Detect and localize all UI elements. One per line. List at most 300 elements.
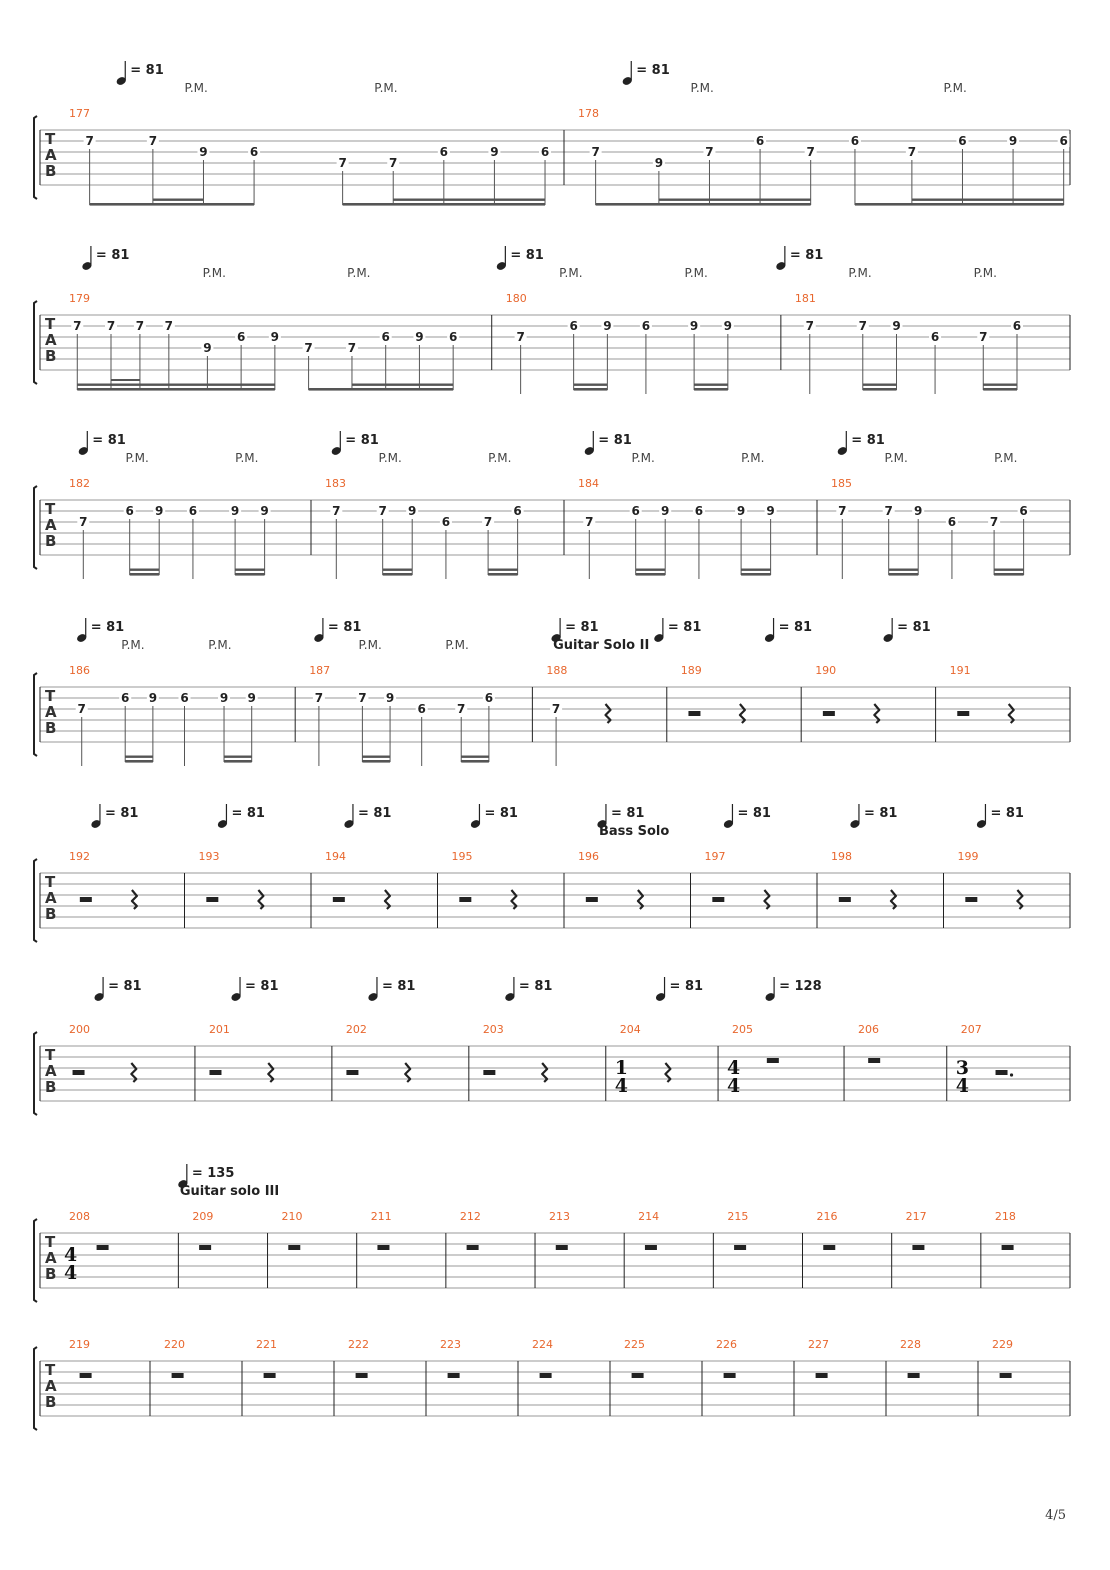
rest [459,897,471,902]
beam-secondary [488,569,518,571]
fret-number: 9 [155,504,164,518]
tab-clef-letter: A [45,331,57,349]
tempo-marking: = 81 [667,620,702,635]
beam-secondary [362,756,390,758]
fret-number: 6 [484,691,494,705]
measure-number: 213 [549,1210,571,1223]
fret-number: 6 [439,145,449,159]
beam [343,203,545,206]
tempo-marking: = 81 [345,433,379,448]
tempo-marking: = 81 [484,806,518,821]
fret-number: 7 [304,341,313,355]
rest [448,1373,460,1378]
rest [767,1058,779,1063]
rest [724,1373,736,1378]
fret-number: 7 [79,515,88,529]
measure-number: 185 [831,477,852,490]
tab-clef-letter: T [45,1361,56,1379]
rest [377,1245,389,1250]
system-bracket [34,673,37,756]
system-bracket [34,1032,37,1115]
tab-system [34,1338,1070,1430]
fret-number: 6 [1019,504,1028,518]
tab-clef-letter: B [45,1078,57,1096]
beam [855,203,1064,206]
palm-mute-label: P.M. [994,451,1018,465]
rest [80,1373,92,1378]
palm-mute-label: P.M. [488,451,512,465]
rest [632,1373,644,1378]
fret-number: 7 [347,341,357,355]
tab-system [34,618,1070,766]
beam [125,760,153,763]
measure-number: 196 [578,850,599,863]
measure [578,850,643,909]
rest [288,1245,300,1250]
tab-clef-letter: B [45,1393,57,1411]
measure [795,292,1023,394]
fret-number: 7 [483,515,493,529]
tab-system [34,977,1070,1115]
tab-clef-letter: B [45,719,57,737]
fret-number: 9 [736,504,746,518]
measure [309,664,495,766]
tempo-marking: = 81 [104,806,139,821]
measure [615,1023,671,1097]
measure-number: 184 [578,477,599,490]
fret-number: 6 [441,515,451,529]
beam-secondary [741,569,771,571]
rest [957,711,969,716]
measure-number: 186 [69,664,90,677]
measure-number: 203 [482,1023,504,1036]
measure-number: 224 [532,1338,553,1351]
tab-clef-letter: A [45,1062,57,1080]
tempo-marking: = 81 [737,806,771,821]
fret-number: 9 [230,504,240,518]
rest [467,1245,479,1250]
palm-mute-label: P.M. [943,81,967,95]
measure [452,850,517,909]
measure-number: 217 [905,1210,927,1223]
measure [325,477,524,579]
time-signature-bottom: 4 [614,1075,629,1097]
system-bracket [34,301,37,384]
beam [636,573,666,576]
fret-number: 7 [551,702,561,716]
measure [831,850,896,909]
fret-number: 6 [1059,134,1068,148]
tempo-marking: = 81 [610,806,645,821]
measure-number: 223 [440,1338,461,1351]
fret-number: 6 [448,330,458,344]
section-label: Bass Solo [598,824,670,839]
tab-system [34,246,1070,394]
tab-clef-letter: T [45,687,56,705]
fret-number: 6 [188,504,198,518]
tempo-marking: = 81 [327,620,362,635]
palm-mute-label: P.M. [973,266,997,280]
measure-number: 229 [992,1338,1013,1351]
tempo-marking: = 81 [231,806,265,821]
measure-number: 199 [957,850,979,863]
measure-number: 212 [459,1210,481,1223]
tab-system [34,804,1070,942]
tab-clef-letter: T [45,873,56,891]
measure-number: 210 [281,1210,303,1223]
palm-mute-label: P.M. [631,451,655,465]
measure-number: 206 [858,1023,880,1036]
measure [69,850,137,909]
tempo-marking: = 81 [565,620,599,635]
tab-clef-letter: T [45,1233,56,1251]
measure-number: 220 [164,1338,185,1351]
fret-number: 7 [378,504,387,518]
fret-number: 7 [907,145,917,159]
palm-mute-label: P.M. [121,638,145,652]
fret-number: 7 [164,319,174,333]
palm-mute-label: P.M. [741,451,765,465]
tempo-marking: = 81 [95,248,130,263]
beam [694,388,728,391]
rest-dot [1010,1073,1013,1076]
fret-number: 6 [180,691,189,705]
fret-number: 7 [338,156,347,170]
fret-number: 7 [838,504,847,518]
measure [346,1023,410,1082]
measure-number: 187 [309,664,331,677]
fret-number: 6 [641,319,651,333]
beam [130,573,160,576]
tempo-marking: = 81 [789,248,824,263]
measure [69,477,271,579]
rest [1000,1373,1012,1378]
fret-number: 6 [947,515,957,529]
fret-number: 7 [314,691,324,705]
measure-number: 218 [994,1210,1016,1223]
fret-number: 6 [540,145,550,159]
tab-clef-letter: T [45,500,56,518]
section-label: Guitar Solo II [553,638,650,653]
measure [69,664,258,766]
measure-number: 193 [198,850,220,863]
fret-number: 7 [585,515,594,529]
measure-number: 194 [325,850,346,863]
palm-mute-label: P.M. [684,266,708,280]
tempo-marking: = 81 [130,63,164,78]
fret-number: 9 [654,156,664,170]
tempo-marking: = 81 [863,806,898,821]
rest [356,1373,368,1378]
rest [97,1245,109,1250]
rest [645,1245,657,1250]
tempo-marking: = 81 [108,979,142,994]
fret-number: 6 [513,504,522,518]
fret-number: 7 [979,330,988,344]
fret-number: 9 [408,504,417,518]
beam [574,388,608,391]
tempo-marking: = 81 [778,620,813,635]
tab-clef-letter: A [45,1377,57,1395]
rest [868,1058,880,1063]
palm-mute-label: P.M. [374,81,398,95]
tempo-marking: = 81 [245,979,279,994]
measure-number: 211 [370,1210,392,1223]
palm-mute-label: P.M. [848,266,872,280]
tab-system [34,431,1070,579]
tempo-marking: = 81 [510,248,544,263]
fret-number: 7 [989,515,999,529]
measure-number: 180 [505,292,527,305]
fret-number: 7 [805,319,814,333]
beam [994,573,1024,576]
measure [956,1023,1013,1097]
measure [727,1023,779,1097]
measure [958,850,1023,909]
palm-mute-label: P.M. [378,451,402,465]
beam [235,573,265,576]
beam-secondary [863,384,897,386]
tempo-marking: = 81 [357,806,392,821]
measure-number: 228 [900,1338,921,1351]
measure-number: 200 [69,1023,90,1036]
fret-number: 9 [148,691,158,705]
measure-number: 226 [716,1338,737,1351]
beam-secondary [393,199,545,201]
fret-number: 9 [661,504,670,518]
time-signature-bottom: 4 [727,1075,741,1097]
fret-number: 6 [930,330,940,344]
tempo-marking: = 135 [191,1166,235,1181]
tempo-marking: = 81 [636,63,670,78]
tempo-marking: = 81 [381,979,416,994]
tab-clef-letter: A [45,1249,57,1267]
palm-mute-label: P.M. [347,266,371,280]
fret-number: 9 [1008,134,1018,148]
rest [206,897,218,902]
system-bracket [34,116,37,199]
fret-number: 7 [358,691,367,705]
page-number: 4/5 [1045,1508,1066,1523]
measure-number: 190 [815,664,837,677]
palm-mute-label: P.M. [358,638,382,652]
fret-number: 7 [77,702,86,716]
beam-secondary [994,569,1024,571]
fret-number: 9 [914,504,923,518]
fret-number: 9 [603,319,612,333]
measure-number: 222 [348,1338,369,1351]
measure-number: 177 [69,107,90,120]
tab-clef-letter: A [45,146,57,164]
measure-number: 201 [208,1023,230,1036]
measure-number: 214 [638,1210,660,1223]
tab-clef-letter: A [45,703,57,721]
measure [64,1210,109,1284]
rest [688,711,700,716]
measure [209,1023,273,1082]
beam [362,760,390,763]
fret-number: 9 [723,319,733,333]
dotted-half-rest [996,1070,1008,1075]
fret-number: 6 [381,330,390,344]
tempo-marking: = 81 [598,433,632,448]
beam [77,388,275,391]
fret-number: 7 [705,145,714,159]
rest [823,711,835,716]
system-bracket [34,486,37,569]
tab-clef-letter: B [45,532,57,550]
fret-number: 7 [457,702,466,716]
palm-mute-label: P.M. [690,81,714,95]
palm-mute-label: P.M. [125,451,149,465]
beam-secondary [125,756,153,758]
fret-number: 7 [106,319,116,333]
palm-mute-label: P.M. [202,266,226,280]
tempo-marking: = 81 [669,979,704,994]
system-bracket [34,859,37,942]
time-signature-top: 1 [614,1057,629,1079]
rest [540,1373,552,1378]
fret-number: 6 [125,504,134,518]
beam-secondary [383,569,413,571]
measure [681,664,745,723]
measure [950,664,1014,723]
tab-clef-letter: B [45,347,57,365]
tempo-marking: = 81 [90,620,125,635]
measure [69,1023,136,1082]
section-label: Guitar solo III [179,1184,280,1199]
measure [325,850,390,909]
measure-number: 216 [816,1210,838,1223]
beam [889,573,919,576]
fret-number: 9 [260,504,269,518]
fret-number: 7 [135,319,145,333]
beam-secondary [153,199,204,201]
measure-number: 215 [727,1210,749,1223]
tab-clef-letter: A [45,516,57,534]
rest [816,1373,828,1378]
measure-number: 191 [949,664,971,677]
rest [912,1245,924,1250]
tab-clef-letter: B [45,905,57,923]
tempo-marking: = 81 [851,433,885,448]
measure-number: 209 [192,1210,214,1223]
measure-number: 204 [619,1023,641,1036]
beam-secondary [912,199,1064,201]
measure [483,1023,547,1082]
beam [224,760,252,763]
tab-clef-letter: T [45,315,56,333]
rest [965,897,977,902]
tempo-marking: = 81 [897,620,931,635]
tab-system [34,1164,1070,1302]
tab-clef-letter: T [45,130,56,148]
fret-number: 9 [199,145,208,159]
fret-number: 6 [958,134,967,148]
fret-number: 9 [203,341,212,355]
rest [333,897,345,902]
measure-number: 225 [624,1338,645,1351]
measure [831,477,1030,579]
fret-number: 7 [85,134,94,148]
rest [734,1245,746,1250]
fret-number: 6 [850,134,860,148]
fret-number: 7 [516,330,525,344]
fret-number: 6 [1012,319,1022,333]
palm-mute-label: P.M. [445,638,469,652]
measure [69,107,551,206]
tab-clef-letter: T [45,1046,56,1064]
beam-secondary [659,199,811,201]
beam [90,203,254,206]
measure-number: 202 [345,1023,367,1036]
fret-number: 6 [236,330,246,344]
fret-number: 7 [332,504,341,518]
fret-number: 6 [631,504,640,518]
beam-secondary [574,384,608,386]
beam-secondary [983,384,1017,386]
palm-mute-label: P.M. [184,81,208,95]
palm-mute-label: P.M. [884,451,908,465]
fret-number: 7 [591,145,600,159]
time-signature-top: 4 [64,1244,78,1266]
fret-number: 7 [148,134,158,148]
fret-number: 9 [270,330,280,344]
measure-number: 208 [69,1210,90,1223]
fret-number: 9 [766,504,775,518]
measure-number: 188 [546,664,568,677]
tab-clef-letter: B [45,1265,57,1283]
fret-number: 9 [892,319,901,333]
measure-number: 197 [704,850,726,863]
measure [69,292,459,391]
tempo-marking: = 81 [92,433,126,448]
beam [596,203,811,206]
measure-number: 198 [831,850,852,863]
measure-number: 219 [69,1338,90,1351]
measure [506,292,734,394]
fret-number: 6 [249,145,259,159]
tab-clef-letter: A [45,889,57,907]
measure-number: 182 [69,477,90,490]
beam [309,388,454,391]
fret-number: 7 [389,156,398,170]
measure-number: 207 [960,1023,982,1036]
rest [346,1070,358,1075]
beam [983,388,1017,391]
fret-number: 7 [806,145,815,159]
beam-secondary [77,384,275,386]
beam-secondary [224,756,252,758]
measure-number: 192 [69,850,90,863]
rest [199,1245,211,1250]
tempo-marking: = 128 [779,979,822,994]
palm-mute-label: P.M. [559,266,583,280]
rest [264,1373,276,1378]
measure-number: 227 [808,1338,829,1351]
rest [1002,1245,1014,1250]
fret-number: 6 [569,319,578,333]
measure-number: 205 [732,1023,754,1036]
fret-number: 9 [385,691,395,705]
tempo-marking: = 81 [990,806,1024,821]
beam-secondary [461,756,489,758]
fret-number: 9 [689,319,699,333]
palm-mute-label: P.M. [208,638,232,652]
fret-number: 7 [858,319,867,333]
rest [172,1373,184,1378]
measure-number: 221 [256,1338,277,1351]
